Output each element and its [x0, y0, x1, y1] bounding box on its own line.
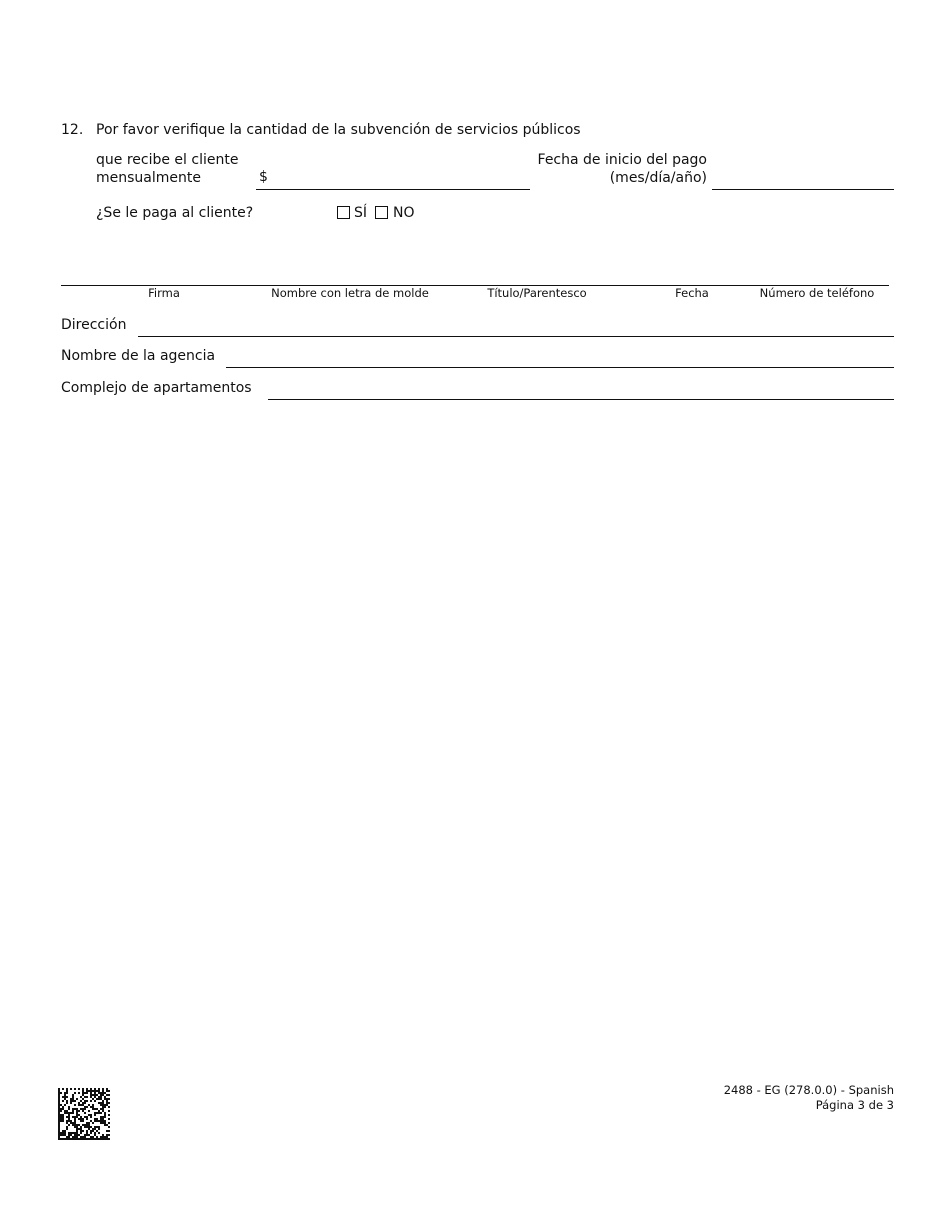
currency-symbol: $: [259, 169, 268, 185]
page-number: Página 3 de 3: [815, 1098, 894, 1112]
signature-label-telefono: Número de teléfono: [759, 286, 875, 300]
complejo-field[interactable]: [268, 399, 894, 400]
signature-label-nombre: Nombre con letra de molde: [271, 286, 429, 300]
yes-checkbox[interactable]: [337, 206, 350, 219]
signature-label-titulo: Título/Parentesco: [487, 286, 587, 300]
no-label: NO: [393, 205, 415, 221]
signature-label-firma: Firma: [148, 286, 180, 300]
direccion-label: Dirección: [61, 317, 127, 333]
complejo-label: Complejo de apartamentos: [61, 380, 252, 396]
barcode-icon: [58, 1088, 110, 1140]
monthly-label-line1: que recibe el cliente: [96, 152, 239, 168]
start-date-field[interactable]: [715, 169, 891, 187]
no-checkbox[interactable]: [375, 206, 388, 219]
agencia-field[interactable]: [226, 367, 894, 368]
question-text: Por favor verifique la cantidad de la subvención de servicios públicos: [96, 122, 581, 138]
start-date-underline: [712, 189, 894, 190]
agencia-label: Nombre de la agencia: [61, 348, 216, 364]
direccion-field[interactable]: [138, 336, 894, 337]
monthly-label-line2: mensualmente: [96, 170, 201, 186]
paid-question: ¿Se le paga al cliente?: [96, 205, 254, 221]
monthly-amount-underline: [256, 189, 530, 190]
yes-label: SÍ: [354, 205, 368, 221]
start-date-label-line2: (mes/día/año): [609, 170, 707, 186]
question-number: 12.: [61, 122, 84, 138]
signature-label-fecha: Fecha: [675, 286, 709, 300]
form-id: 2488 - EG (278.0.0) - Spanish: [723, 1083, 894, 1097]
start-date-label-line1: Fecha de inicio del pago: [537, 152, 707, 168]
